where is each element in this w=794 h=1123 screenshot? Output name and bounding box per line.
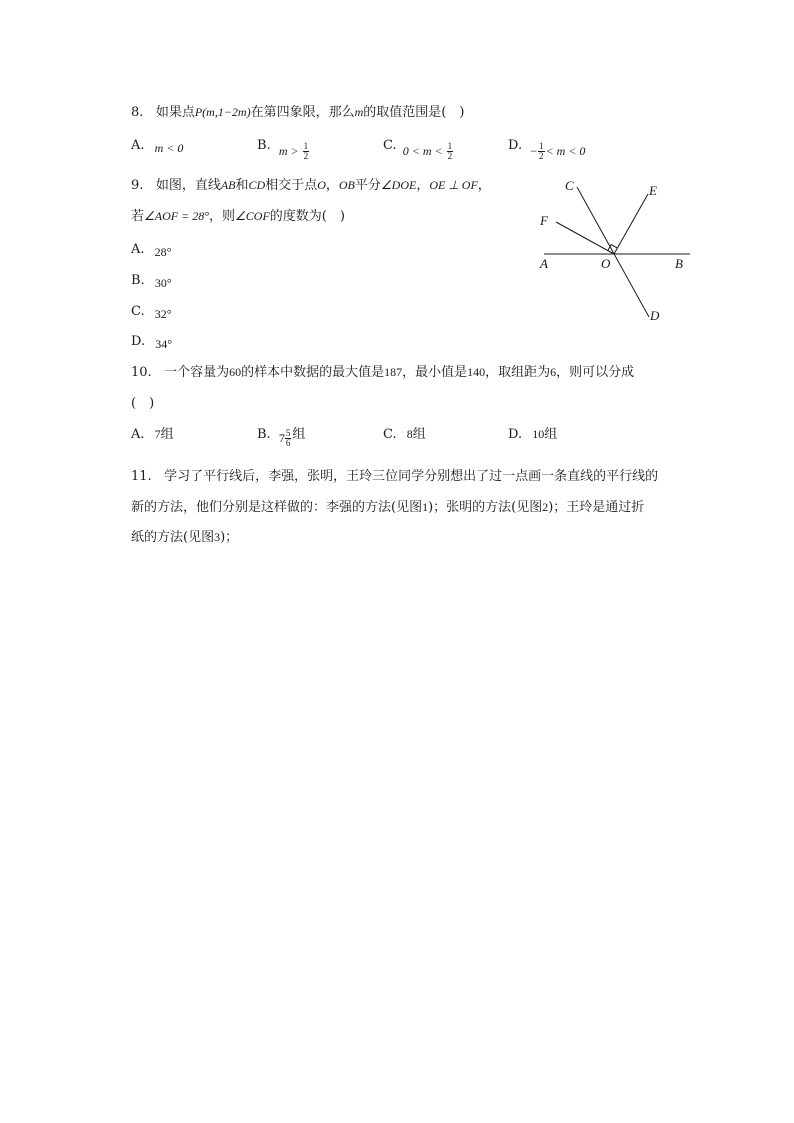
q8-var: m [354, 105, 364, 119]
math-perp: OE ⊥ OF [429, 178, 478, 192]
q8-text: 如果点 [155, 105, 195, 120]
q10-option-c [383, 425, 426, 444]
q11-number: 11. [131, 469, 152, 484]
option-text: < m < 0 [545, 144, 586, 158]
figure-number: 1 [422, 500, 429, 514]
q11-text: )；张明的方法(见图 [428, 500, 543, 515]
q9-option-d [131, 332, 172, 351]
math-cof: ∠COF [235, 209, 270, 223]
fraction: $\frac{1}{2}$ [539, 141, 544, 161]
q9-stem-line2 [131, 207, 345, 226]
q9-geometry-figure [530, 170, 700, 330]
q10-number: 10. [131, 365, 152, 380]
line-cd [577, 187, 649, 317]
label-d: D [650, 308, 660, 323]
label-c: C [565, 178, 574, 193]
label-b: B [675, 256, 683, 271]
q9-text: 如图，直线 [155, 178, 221, 193]
option-text: 30° [154, 276, 172, 290]
q8-option-c [383, 136, 454, 161]
q11-text: 学习了平行线后，李强，张明，王玲三位同学分别想出了过一点画一条直线的平行线的 [164, 469, 659, 484]
q9-stem-line1 [131, 176, 491, 195]
q11-stem-line1 [131, 468, 658, 486]
figure-number: 3 [214, 530, 221, 544]
math-aof: ∠AOF = 28° [144, 209, 209, 223]
option-unit: 组 [544, 427, 558, 442]
q9-number: 9. [131, 178, 144, 193]
option-text: 34° [155, 337, 173, 351]
q9-text: ， [416, 178, 430, 193]
q9-option-c [131, 302, 172, 321]
minus-sign: − [530, 144, 538, 158]
q11-stem-line2 [131, 498, 644, 517]
math-o: O [317, 178, 326, 192]
num-187: 187 [384, 365, 403, 379]
q8-number: 8. [131, 105, 144, 120]
ray-oe [614, 194, 648, 254]
q8-option-d [508, 136, 586, 161]
label-f: F [540, 213, 548, 228]
option-label: A. [131, 427, 145, 442]
option-number: 7 [278, 431, 285, 445]
q9-text: 平分 [354, 178, 381, 193]
option-label: C. [131, 304, 145, 319]
q10-stem-line1 [131, 363, 634, 382]
q10-option-b [257, 425, 306, 448]
q11-text: )； [220, 530, 239, 545]
num-6: 6 [550, 365, 557, 379]
q9-text: ，则 [209, 209, 236, 224]
q10-option-a [131, 425, 174, 444]
q8-text: 在第四象限，那么 [250, 105, 355, 120]
fraction: $\frac{5}{6}$ [285, 428, 291, 448]
math-cd: CD [248, 178, 266, 192]
math-ab: AB [220, 178, 236, 192]
option-text: m > [278, 144, 302, 158]
q10-text: ，取组距为 [485, 365, 551, 380]
q10-text: 一个容量为 [164, 365, 230, 380]
option-text: m < 0 [154, 141, 184, 155]
q8-point: P(m,1−2m) [194, 105, 251, 119]
option-number: 8 [406, 427, 413, 441]
option-unit: 组 [292, 427, 306, 442]
q9-text: ， [477, 178, 491, 193]
option-label: D. [131, 334, 146, 349]
q9-text: 相交于点 [265, 178, 318, 193]
q11-stem-line3 [131, 528, 238, 547]
option-label: D. [508, 138, 523, 153]
label-a: A [540, 256, 548, 271]
option-unit: 组 [412, 427, 426, 442]
option-number: 10 [532, 427, 545, 441]
option-label: D. [508, 427, 523, 442]
label-o: O [601, 256, 611, 271]
q10-stem-line2: ( ) [131, 396, 155, 411]
math-ob: OB [338, 178, 355, 192]
q9-option-a [131, 240, 171, 259]
q11-text: )；王玲是通过折 [548, 500, 645, 515]
math-doe: ∠DOE [380, 178, 417, 192]
q10-option-d [508, 425, 557, 444]
option-label: A. [131, 138, 145, 153]
option-unit: 组 [160, 427, 174, 442]
option-label: B. [131, 273, 145, 288]
option-label: B. [257, 138, 271, 153]
q11-text: 纸的方法(见图 [131, 530, 215, 545]
num-60: 60 [229, 365, 242, 379]
q10-text: ，则可以分成 [556, 365, 635, 380]
q8-stem [131, 103, 464, 122]
q8-option-b [257, 136, 310, 161]
figure-number: 2 [542, 500, 549, 514]
q8-option-a [131, 136, 183, 155]
q9-text: ， [325, 178, 339, 193]
option-label: C. [383, 138, 397, 153]
option-number: 7 [154, 427, 161, 441]
option-label: A. [131, 242, 145, 257]
option-label: C. [383, 427, 397, 442]
q9-text: 和 [235, 178, 249, 193]
q9-text: 若 [131, 209, 145, 224]
fraction: $\frac{1}{2}$ [447, 141, 453, 161]
fraction: $\frac{1}{2}$ [303, 141, 309, 161]
q10-text: 的样本中数据的最大值是 [241, 365, 385, 380]
option-text: 28° [154, 245, 172, 259]
option-label: B. [257, 427, 271, 442]
q11-text: 新的方法，他们分别是这样做的：李强的方法(见图 [131, 500, 423, 515]
q9-text: 的度数为( ) [269, 209, 345, 224]
option-text: 0 < m < [402, 144, 446, 158]
num-140: 140 [467, 365, 486, 379]
label-e: E [649, 183, 657, 198]
q9-option-b [131, 271, 172, 290]
q10-text: ，最小值是 [402, 365, 468, 380]
option-text: 32° [154, 307, 172, 321]
q8-text: 的取值范围是( ) [363, 105, 465, 120]
